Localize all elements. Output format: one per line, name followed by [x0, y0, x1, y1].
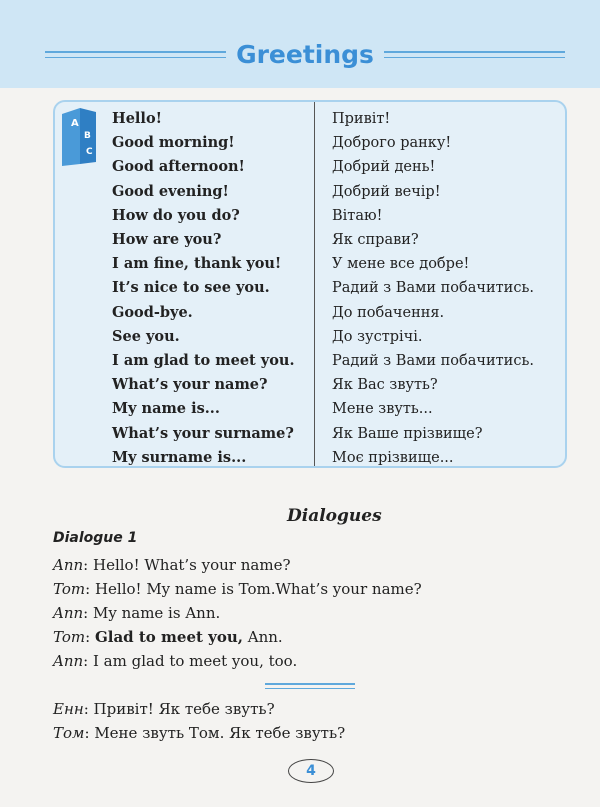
svg-text:A: A [71, 118, 79, 129]
speaker: Ann [53, 556, 84, 574]
phrase-ukrainian: Добрий день! [332, 159, 436, 176]
phrase-ukrainian: Привіт! [332, 111, 391, 127]
dialogue-line: Ann: I am glad to meet you, too. [53, 652, 298, 670]
phrase-ukrainian: Радий з Вами побачитись. [332, 353, 534, 369]
speaker: Том [53, 724, 85, 742]
line-text: Hello! What’s your name? [92, 556, 291, 574]
phrase-english: Hello! [112, 110, 162, 127]
title-rule-left [45, 51, 226, 58]
phrase-ukrainian: Доброго ранку! [332, 135, 452, 152]
svg-text:C: C [86, 147, 93, 157]
translation-line: Енн: Привіт! Як тебе звуть? [53, 700, 275, 718]
dialogue-line: Tom: Hello! My name is Tom.What’s your name? [53, 580, 422, 598]
title-rule-right [384, 51, 565, 58]
translation-line: Том: Мене звуть Том. Як тебе звуть? [53, 724, 346, 742]
phrase-english: Good morning! [112, 134, 235, 152]
speaker: Ann [53, 604, 84, 622]
line-text: Привіт! Як тебе звуть? [93, 700, 275, 718]
phrase-ukrainian: Моє прізвище... [332, 449, 454, 466]
phrase-ukrainian: Як Вас звуть? [332, 377, 438, 394]
page-number: 4 [288, 759, 334, 783]
phrase-english: I am glad to meet you. [112, 352, 295, 369]
speaker: Ann [53, 652, 84, 670]
speaker: Енн [53, 700, 84, 718]
speaker: Tom [53, 580, 86, 598]
phrase-english: Good evening! [112, 182, 229, 200]
phrase-english: My name is... [112, 400, 220, 418]
line-text: Мене звуть Том. Як тебе звуть? [94, 724, 346, 742]
line-text: I am glad to meet you, too. [92, 652, 298, 670]
phrase-ukrainian: Добрий вечір! [332, 183, 441, 200]
dialogue-line: Ann: Hello! What’s your name? [53, 556, 291, 574]
phrase-ukrainian: Вітаю! [332, 207, 383, 224]
phrase-english: What’s your surname? [112, 424, 294, 442]
dialogues-heading: Dialogues [287, 506, 382, 526]
dialogue-subheading: Dialogue 1 [53, 530, 138, 546]
phrase-ukrainian: До зустрічі. [332, 328, 423, 345]
svg-text:B: B [84, 131, 91, 141]
phrase-english: Good afternoon! [112, 158, 245, 176]
line-text: My name is Ann. [92, 604, 221, 622]
separator [265, 683, 355, 689]
phrase-ukrainian: Як Ваше прізвище? [332, 425, 483, 442]
dialogue-line: Tom: Glad to meet you, Ann. [53, 628, 283, 646]
column-divider [314, 102, 315, 466]
line-text: Ann. [243, 628, 283, 646]
speaker: Tom [53, 628, 86, 646]
abc-cube-icon [58, 106, 98, 168]
phrase-english: How do you do? [112, 206, 240, 224]
page-title: Greetings [236, 39, 374, 69]
phrase-ukrainian: До побачення. [332, 304, 445, 321]
phrase-ukrainian: Мене звуть... [332, 401, 433, 418]
line-text: Hello! My name is Tom.What’s your name? [94, 580, 422, 598]
phrase-english: How are you? [112, 231, 222, 248]
phrase-english: See you. [112, 327, 180, 345]
phrase-ukrainian: Радий з Вами побачитись. [332, 280, 534, 297]
phrase-english: My surname is... [112, 448, 247, 466]
line-text-bold: Glad to meet you, [94, 628, 243, 646]
title-bar [45, 36, 565, 72]
phrase-english: Good-bye. [112, 303, 193, 321]
phrase-english: It’s nice to see you. [112, 279, 270, 297]
phrase-english: What’s your name? [112, 376, 268, 394]
phrase-english: I am fine, thank you! [112, 255, 282, 273]
phrase-ukrainian: Як справи? [332, 232, 419, 248]
phrase-ukrainian: У мене все добре! [332, 256, 470, 273]
dialogue-line: Ann: My name is Ann. [53, 604, 221, 622]
